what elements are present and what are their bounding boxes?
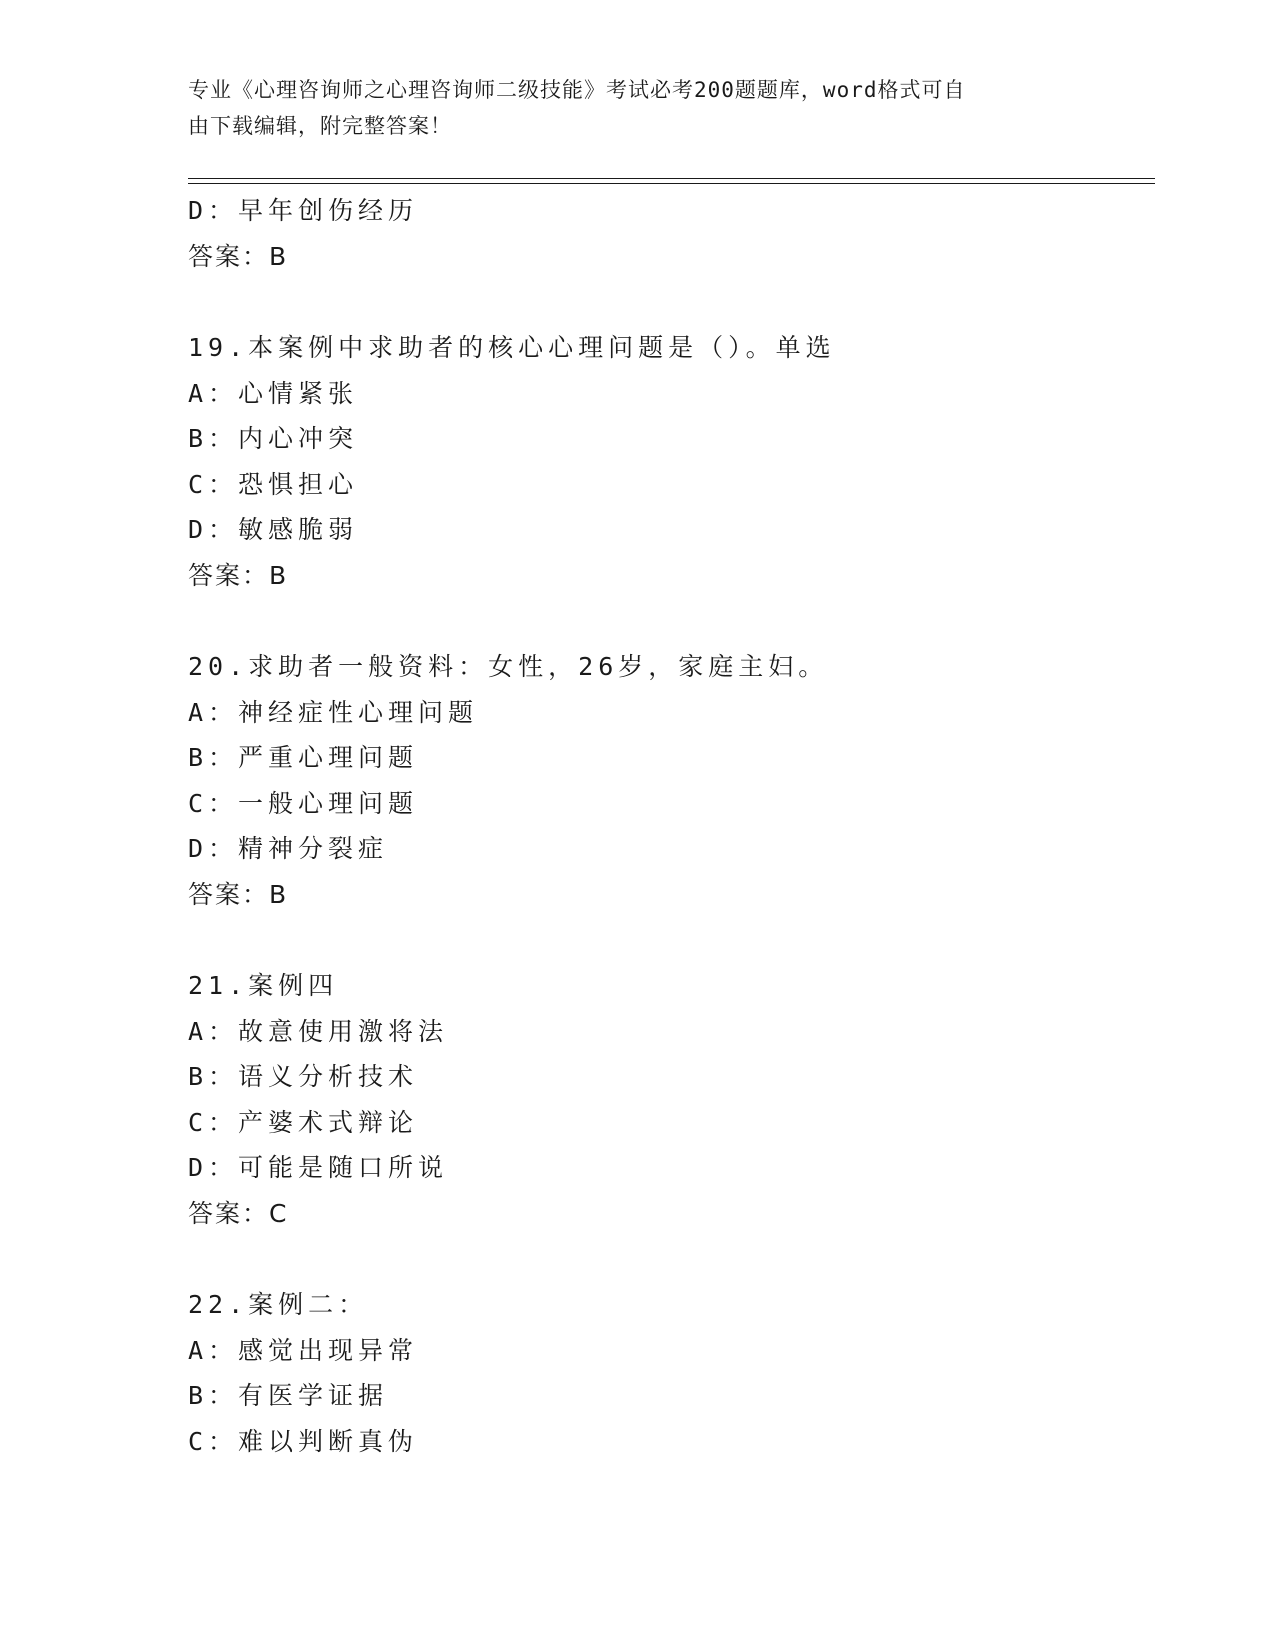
spacer <box>188 1236 1155 1282</box>
question-20-option-a: A：神经症性心理问题 <box>188 697 479 727</box>
header-divider-bottom <box>188 183 1155 184</box>
question-21-option-b: B：语义分析技术 <box>188 1062 419 1091</box>
question-21-stem: 21.案例四 <box>188 971 339 1000</box>
header-line-2: 由下载编辑，附完整答案！ <box>188 114 452 138</box>
spacer <box>188 917 1155 963</box>
question-20-option-c: C：一般心理问题 <box>188 788 419 818</box>
question-19-option-b: B：内心冲突 <box>188 424 359 453</box>
answer-line: 答案：B <box>188 241 289 271</box>
question-21-option-a: A：故意使用激将法 <box>188 1016 449 1046</box>
question-22-option-b: B：有医学证据 <box>188 1381 389 1410</box>
question-22-option-a: A：感觉出现异常 <box>188 1335 419 1365</box>
question-22-stem: 22.案例二： <box>188 1290 369 1319</box>
header-divider-top <box>188 178 1155 179</box>
question-21-answer: 答案：C <box>188 1198 289 1228</box>
question-19-stem: 19.本案例中求助者的核心心理问题是（）。单选 <box>188 333 836 362</box>
question-22-option-c: C：难以判断真伪 <box>188 1426 419 1456</box>
option-d: D：早年创伤经历 <box>188 196 419 225</box>
question-19-option-c: C：恐惧担心 <box>188 469 359 499</box>
question-20-option-d: D：精神分裂症 <box>188 834 389 863</box>
question-20-stem: 20.求助者一般资料：女性，26岁，家庭主妇。 <box>188 652 829 681</box>
header-line-1: 专业《心理咨询师之心理咨询师二级技能》考试必考200题题库，word格式可自 <box>188 78 966 102</box>
document-body <box>188 188 1155 1464</box>
document-header <box>188 72 1068 144</box>
spacer <box>188 598 1155 644</box>
question-20-answer: 答案：B <box>188 879 289 909</box>
question-21-option-d: D：可能是随口所说 <box>188 1153 449 1182</box>
question-19-option-a: A：心情紧张 <box>188 378 359 408</box>
question-21-option-c: C：产婆术式辩论 <box>188 1107 419 1137</box>
question-19-answer: 答案：B <box>188 560 289 590</box>
spacer <box>188 279 1155 325</box>
question-19-option-d: D：敏感脆弱 <box>188 515 359 544</box>
question-20-option-b: B：严重心理问题 <box>188 743 419 772</box>
